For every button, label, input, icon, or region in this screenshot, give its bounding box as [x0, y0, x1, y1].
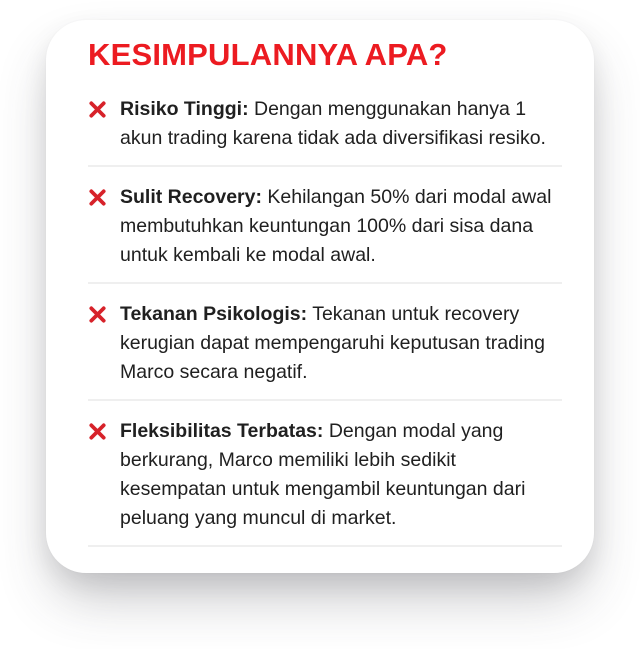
divider [88, 282, 562, 284]
list-item [88, 95, 562, 153]
list-item [88, 183, 562, 270]
item-text: Dengan modal yang berkurang, Marco memiliki lebih sedikit kesempatan untuk mengambil keuntungan dari peluang yang muncul di market. [120, 420, 526, 530]
x-mark-icon [88, 300, 107, 324]
item-text: Kehilangan 50% dari modal awal membutuhkan keuntungan 100% dari sisa dana untuk kembali ke modal awal. [120, 186, 552, 267]
x-mark-icon [88, 95, 107, 119]
item-body [120, 95, 562, 153]
item-label: Risiko Tinggi: [120, 98, 249, 121]
item-label: Fleksibilitas Terbatas: [120, 420, 324, 443]
x-mark-icon [88, 417, 107, 441]
item-text: Dengan menggunakan hanya 1 akun trading karena tidak ada diversifikasi resiko. [120, 98, 546, 150]
item-text: Tekanan untuk recovery kerugian dapat mempengaruhi keputusan trading Marco secara negatif. [120, 303, 545, 384]
divider [88, 165, 562, 167]
list-item [88, 417, 562, 533]
page-title: KESIMPULANNYA APA? [88, 37, 448, 72]
item-label: Tekanan Psikologis: [120, 303, 308, 326]
x-mark-icon [88, 183, 107, 207]
item-label: Sulit Recovery: [120, 186, 262, 209]
list-item [88, 300, 562, 387]
divider [88, 399, 562, 401]
divider [88, 545, 562, 547]
item-body [120, 417, 562, 533]
item-body [120, 300, 562, 387]
conclusion-card [46, 20, 594, 573]
item-body [120, 183, 562, 270]
